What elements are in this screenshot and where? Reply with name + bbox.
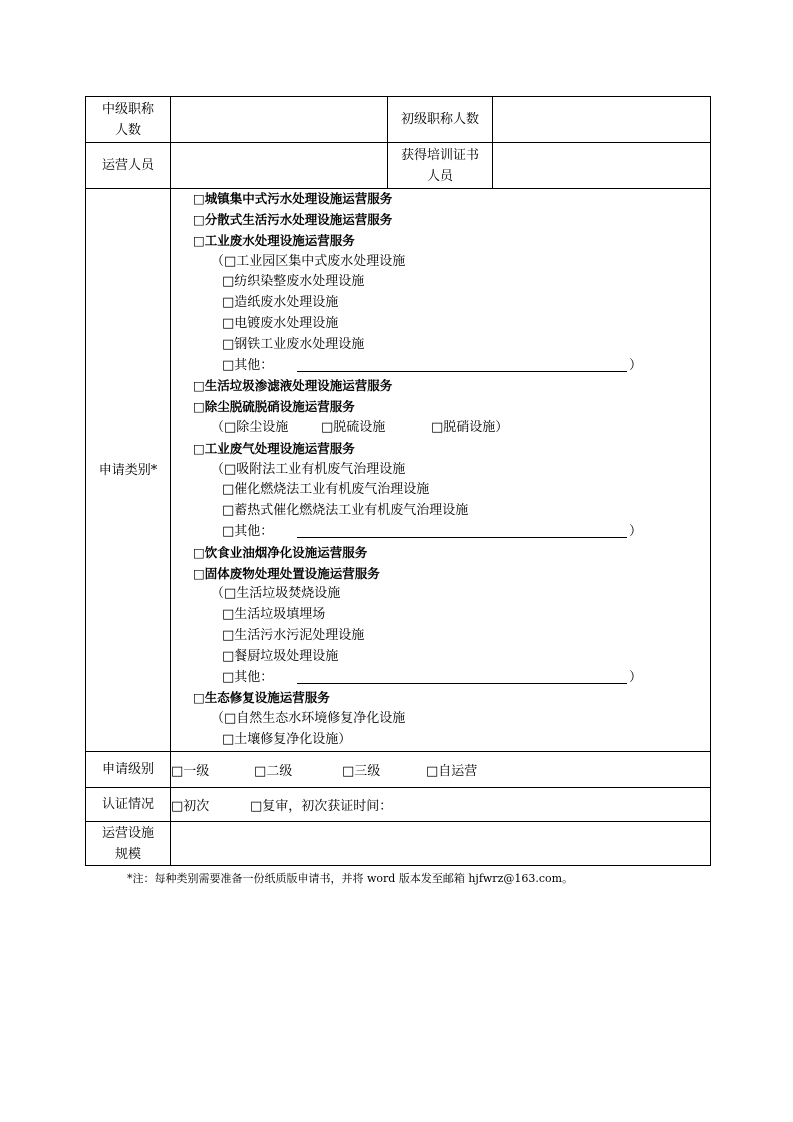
scale-label-line1: 运营设施: [101, 825, 154, 841]
dust-desulfurization-options: [193, 418, 710, 439]
option-solid-other-row: [193, 668, 710, 689]
option-soil-restoration[interactable]: □土壤修复净化设施）: [222, 731, 352, 747]
option-paper-wastewater[interactable]: □造纸废水处理设施: [222, 295, 339, 311]
level-option-2[interactable]: □二级: [254, 764, 293, 779]
option-textile-wastewater[interactable]: □纺织染整废水处理设施: [222, 274, 365, 290]
cert-option-review[interactable]: □复审，初次获证时间：: [250, 799, 393, 814]
option-adsorption-exhaust[interactable]: （□吸附法工业有机废气治理设施: [211, 461, 406, 477]
level-option-1[interactable]: □一级: [171, 764, 210, 779]
option-landfill[interactable]: □生活垃圾填埋场: [222, 607, 326, 623]
footnote: *注：每种类别需要准备一份纸质版申请书，并将 word 版本发至邮箱 hjfwrz@163.com。: [127, 872, 574, 885]
junior-title-label: 初级职称人数: [388, 97, 493, 143]
category-landfill-leachate[interactable]: □生活垃圾渗滤液处理设施运营服务: [193, 378, 393, 394]
close-paren: ）: [629, 523, 643, 539]
category-catering-fume[interactable]: □饮食业油烟净化设施运营服务: [193, 544, 368, 560]
mid-title-label-line1: 中级职称: [101, 101, 154, 117]
row-mid-title: [86, 97, 711, 143]
level-label: 申请级别: [86, 752, 171, 788]
scale-label: [86, 822, 171, 866]
category-decentralized-sewage[interactable]: □分散式生活污水处理设施运营服务: [193, 212, 393, 228]
category-list: [171, 189, 710, 751]
trained-field[interactable]: [493, 143, 711, 189]
operators-field[interactable]: [171, 143, 388, 189]
exhaust-other-input-line[interactable]: [297, 522, 627, 538]
row-level: [86, 752, 711, 788]
option-dust-removal[interactable]: （□除尘设施: [211, 420, 289, 435]
category-label: 申请类别*: [86, 189, 171, 752]
certification-options: [171, 788, 711, 822]
option-industrial-park-wastewater[interactable]: （□工业园区集中式废水处理设施: [211, 253, 406, 269]
wastewater-other-input-line[interactable]: [297, 356, 627, 372]
cert-option-first[interactable]: □初次: [171, 799, 210, 814]
trained-label: [388, 143, 493, 189]
certification-label: 认证情况: [86, 788, 171, 822]
row-category: [86, 189, 711, 752]
option-wastewater-other[interactable]: □其他：: [222, 357, 274, 373]
application-form-table: [85, 96, 711, 866]
solid-other-input-line[interactable]: [297, 668, 627, 684]
option-waste-incineration[interactable]: （□生活垃圾焚烧设施: [211, 586, 341, 602]
mid-title-label: [86, 97, 171, 143]
category-industrial-wastewater[interactable]: □工业废水处理设施运营服务: [193, 232, 355, 248]
option-water-restoration[interactable]: （□自然生态水环境修复净化设施: [211, 711, 406, 727]
junior-title-count-field[interactable]: [493, 97, 711, 143]
option-exhaust-other-row: [193, 522, 710, 543]
option-wastewater-other-row: [193, 356, 710, 377]
level-option-3[interactable]: □三级: [342, 764, 381, 779]
category-dust-desulfurization[interactable]: □除尘脱硫脱硝设施运营服务: [193, 399, 355, 415]
category-solid-waste[interactable]: □固体废物处理处置设施运营服务: [193, 565, 380, 581]
category-options: [171, 189, 711, 752]
level-options: [171, 752, 711, 788]
row-operators: [86, 143, 711, 189]
category-urban-sewage[interactable]: □城镇集中式污水处理设施运营服务: [193, 191, 393, 207]
option-denitrification[interactable]: □脱硝设施）: [431, 420, 509, 435]
option-kitchen-waste[interactable]: □餐厨垃圾处理设施: [222, 648, 339, 664]
close-paren: ）: [629, 357, 643, 373]
mid-title-count-field[interactable]: [171, 97, 388, 143]
option-steel-wastewater[interactable]: □钢铁工业废水处理设施: [222, 336, 365, 352]
operators-label: 运营人员: [86, 143, 171, 189]
row-certification: [86, 788, 711, 822]
scale-label-line2: 规模: [114, 846, 141, 862]
option-electroplating-wastewater[interactable]: □电镀废水处理设施: [222, 316, 339, 332]
option-exhaust-other[interactable]: □其他：: [222, 523, 274, 539]
option-solid-other[interactable]: □其他：: [222, 669, 274, 685]
category-ecological-restoration[interactable]: □生态修复设施运营服务: [193, 690, 330, 706]
trained-label-line1: 获得培训证书: [400, 147, 479, 163]
close-paren: ）: [629, 669, 643, 685]
mid-title-label-line2: 人数: [114, 122, 141, 138]
option-regenerative-catalytic[interactable]: □蓄热式催化燃烧法工业有机废气治理设施: [222, 503, 469, 519]
category-industrial-exhaust[interactable]: □工业废气处理设施运营服务: [193, 440, 355, 456]
scale-field[interactable]: [171, 822, 711, 866]
option-catalytic-combustion[interactable]: □催化燃烧法工业有机废气治理设施: [222, 482, 430, 498]
level-option-self[interactable]: □自运营: [426, 764, 478, 779]
row-scale: [86, 822, 711, 866]
option-sludge-treatment[interactable]: □生活污水污泥处理设施: [222, 627, 365, 643]
option-desulfurization[interactable]: □脱硫设施: [321, 420, 386, 435]
trained-label-line2: 人员: [426, 168, 453, 184]
